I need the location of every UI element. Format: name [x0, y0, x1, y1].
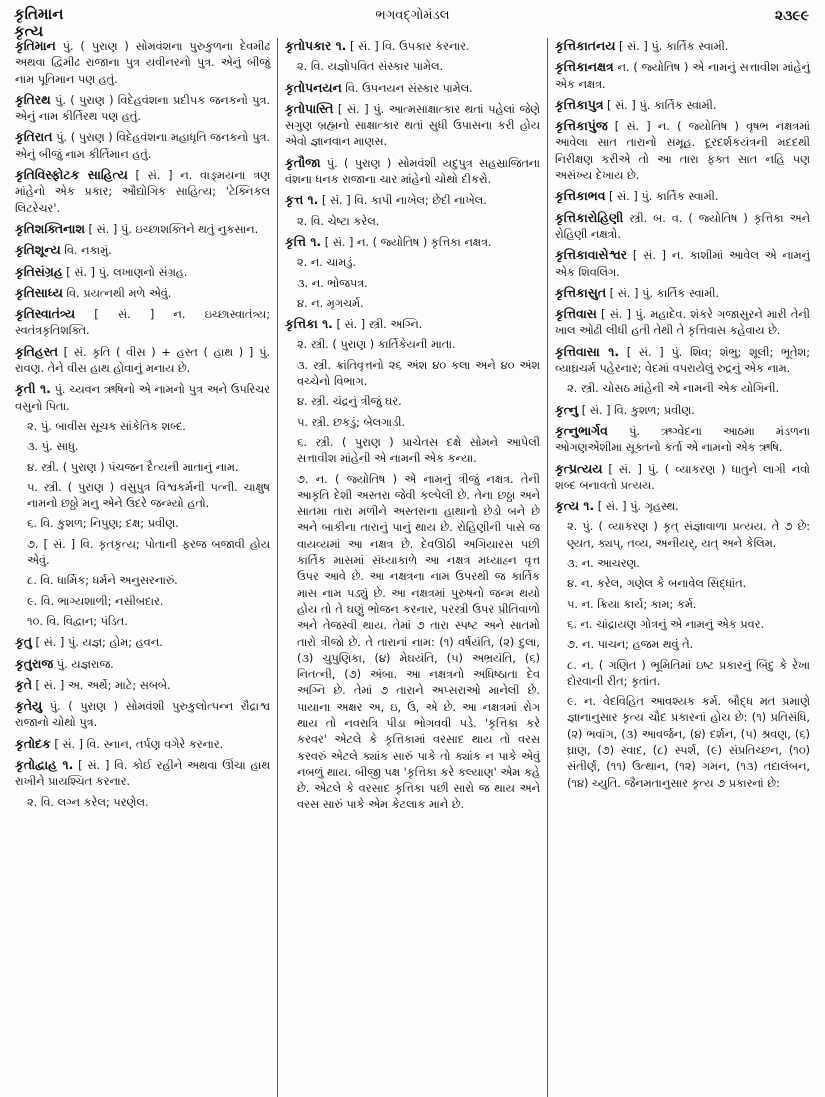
dictionary-entry [15, 656, 270, 673]
dictionary-entry [555, 247, 810, 281]
entry-definition: પું. ( પુરાણ ) સોમવંશી યદુપુત્ર સહસ્રાજિતના વંશના ધનક રાજાના ચાર માંહેનો ચોથો દીકરો. [285, 156, 540, 187]
entry-definition: [ સં. ] ન. કાશીમાં આવેલ એ નામનું એક શિવલિંગ. [555, 249, 810, 279]
entry-definition: સ્ત્રી. બ. વ. ( જ્યોતિષ ) કૃત્તિકા અને રોહિણી નક્ષત્રો. [555, 211, 810, 241]
entry-definition: ૪. ન. મૃગચર્મ. [297, 296, 364, 310]
entry-definition: ૮. વિ. ધાર્મિક; ધર્મને અનુસરનારું. [27, 574, 178, 588]
entry-sense [555, 617, 810, 633]
entry-headword: કૃતી ૧. [15, 381, 51, 397]
entry-sense [285, 394, 540, 410]
dictionary-entry [15, 634, 270, 651]
dictionary-entry [285, 316, 540, 333]
entry-headword: કૃત્તિકાસુત [555, 284, 607, 300]
guide-word-top: કૃતિમાન [14, 5, 64, 23]
entry-headword: કૃતિમાન [15, 38, 56, 53]
entry-sense [285, 435, 540, 468]
columns-container [8, 38, 817, 1097]
entry-definition: પું. ( પુરાણ ) સોમવંશી પુરુકુલોત્પન્ન રૌદ્રાશ્વ રાજાનો ચોથો પુત્ર. [15, 700, 270, 730]
entry-definition: ન. ( જ્યોતિષ ) એ નામનું સત્તાવીશ માંહેનું એક નક્ષત્ર. [555, 61, 810, 91]
entry-definition: ૨. સ્ત્રી. ( પુરાણ ) કાર્તિકેયની માતા. [297, 338, 456, 352]
entry-headword: કૃત્તિકાવાસેશ્વર [555, 247, 628, 263]
dictionary-entry [15, 736, 270, 753]
entry-definition: ૯. ન. વેદવિહિત આવશ્યક કર્મ. બૌદ્ધ મત પ્રમાણે જ્ઞાનાનુસાર કૃત્ય ચૌદ પ્રકારનાં હોય છે: (૧) પ્રતિસંધિ, (૨) ભવાંગ, (૩) આવર્જન, (૪) દર્શન, (૫) શ્રવણ, (૬) ઘ્રાણ, (૭) સ્વાદ, (૮) સ્પર્શ, (૯) સંપ્રતિચ્છન, (૧૦) સંતીર્ણ, (૧૧) ઉત્થાન, (૧૨) ગમન, (૧૩) તદાલંબન, (૧૪) ચ્યુતિ. જૈનમતાનુસાર કૃત્ય ૭ પ્રકારનાં છે: [567, 695, 810, 790]
dictionary-entry [285, 101, 540, 151]
entry-definition: ૧૦. વિ. વિદ્વાન; પંડિત. [27, 614, 128, 628]
entry-sense [15, 614, 270, 630]
dictionary-entry [15, 38, 270, 88]
entry-definition: પું. ચ્યવન ઋષિનો એ નામનો પુત્ર અને ઉપરિચર વસુનો પિતા. [15, 383, 270, 413]
entry-headword: કૃતેયુ [15, 698, 43, 714]
entry-sense [285, 276, 540, 292]
dictionary-entry [555, 118, 810, 184]
entry-sense [15, 516, 270, 532]
entry-headword: કૃત્નુભાર્ગવ [555, 422, 608, 438]
entry-sense [555, 556, 810, 572]
entry-headword: કૃતોપાસ્તિ [285, 100, 334, 116]
entry-definition: [ સં. ] પું. કાર્તિક સ્વામી. [615, 40, 729, 53]
page-header [10, 4, 815, 38]
column-2 [277, 38, 547, 1097]
dictionary-entry [555, 498, 810, 515]
book-title: ભગવદ્ગોમંડલ [375, 8, 450, 23]
entry-sense [285, 255, 540, 271]
dictionary-entry [15, 92, 270, 126]
entry-sense [285, 358, 540, 391]
entry-headword: કૃત્તિકારોહિણી [555, 209, 624, 225]
entry-sense [15, 795, 270, 811]
entry-definition: ૨. પું. ( વ્યાકરણ ) કૃત્ સંજ્ઞાવાળા પ્રત્યય. તે ૭ છે: ણ્યત, ક્યપ્, તવ્ય, અનીયર્, યત્ અને કેલિમ. [567, 520, 810, 550]
entry-definition: [ સં. કૃતિ ( વીસ ) + હસ્ત ( હાથ ) ] પું. રાવણ. તેને વીસ હાથ હોવાનું મનાય છે. [15, 345, 270, 376]
dictionary-entry [555, 38, 810, 55]
dictionary-entry [15, 242, 270, 259]
entry-definition: ૨. પું. બાવીસ સૂચક સાંકેતિક શબ્દ. [27, 419, 186, 433]
dictionary-entry [285, 234, 540, 251]
entry-definition: [ સં. ] ન. ( જ્યોતિષ ) કૃત્તિકા નક્ષત્ર. [321, 235, 492, 249]
dictionary-entry [555, 344, 810, 378]
dictionary-entry [555, 97, 810, 114]
entry-definition: [ સં. ] અ. અર્થે; માટે; સબબે. [31, 678, 171, 692]
entry-definition: [ સં. ] ન. ઇચ્છાસ્વાતંત્ર્ય; સ્વતંત્રકૃતિશક્તિ. [15, 308, 270, 338]
entry-sense [15, 573, 270, 589]
entry-headword: કૃતિસંગ્રહ [15, 263, 63, 279]
entry-definition: પું. ( પુરાણ ) વિદેહવંશના મહાધૃતિ જનકનો પુત્ર. એનું બીજું નામ કીર્તિમાન હતું. [15, 131, 270, 161]
entry-headword: કૃતોપનયન [285, 79, 342, 95]
entry-sense [555, 381, 810, 397]
entry-definition: [ સં. ] વિ. કાપી નાખેલ; છેદી નાખેલ. [318, 194, 487, 208]
entry-definition: ૨. ન. ચામડું. [297, 256, 356, 270]
entry-definition: [ સં. ] પું. ગૃહસ્થ. [594, 500, 679, 514]
entry-headword: કૃત્ય ૧. [555, 498, 595, 514]
dictionary-entry [15, 264, 270, 281]
entry-headword: કૃત્તિ ૧. [285, 233, 322, 249]
entry-headword: કૃત્તિવાસ [555, 306, 597, 322]
entry-definition: પું. ઋગ્વેદના આઠમા મંડળના ઓગણએંશીમા સૂક્તનો કર્તા એ નામનો એક ઋષિ. [555, 424, 810, 455]
entry-headword: કૃતુરાજ [15, 655, 54, 671]
entry-headword: કૃત્તિકાતનય [555, 38, 616, 53]
entry-definition: [ સં. ] પું. યજ્ઞ; હોમ; હવન. [31, 636, 163, 650]
dictionary-entry [15, 167, 270, 217]
column-3 [547, 38, 817, 1097]
entry-definition: ૫. ન. ક્રિયા કાર્ય; કામ; કર્મ. [567, 597, 697, 611]
entry-definition: ૫. સ્ત્રી. ( પુરાણ ) વસુપુત્ર વિશ્વકર્મની પત્ની. ચાક્ષુષ નામનો છઠ્ઠો મનુ એને ઉદરે જન્મ્યો હતો. [27, 480, 270, 511]
entry-definition: [ સં. ] વિ. કુશળ; પ્રવીણ. [578, 403, 695, 417]
entry-definition: ૨. વિ. યજ્ઞોપવિત સંસ્કાર પામેલ. [297, 60, 444, 74]
entry-headword: કૃતિહસ્ત [15, 343, 58, 359]
entry-sense [285, 59, 540, 75]
dictionary-entry [555, 210, 810, 244]
entry-headword: કૃત્તિવાસા ૧. [555, 343, 620, 359]
entry-definition: ૭. [ સં. ] વિ. કૃતકૃત્ય; પોતાની ફરજ બજાવી હોય એવું. [27, 537, 270, 568]
entry-definition: પું. ( પુરાણ ) સોમવંશના પુરુકુળના દેવમીઢ અથવા દ્વિમીઢ રાજાના પુત્ર યવીનરનો પુત્ર. એનું બીજું નામ પૂતિમાન પણ હતું. [15, 40, 270, 86]
entry-sense [15, 439, 270, 455]
column-1 [8, 38, 277, 1097]
entry-headword: કૃતિશક્તિનાશ [15, 220, 85, 236]
entry-definition: [ સં. ] પું. કાર્તિક સ્વામી. [603, 98, 717, 112]
entry-definition: ૮. ન. ( ગણિત ) ભૂમિતિમાં ઇષ્ટ પ્રકારનું બિંદુ કે રેખા દોરવાની રીત; કૃતાંત. [567, 658, 810, 688]
entry-definition: ૨. વિ. ચેષ્ટા કરેલ. [297, 214, 380, 228]
entry-headword: કૃતિશૂન્ય [15, 242, 61, 258]
entry-definition: [ સં. ] પું. કાર્તિક સ્વામી. [605, 190, 719, 204]
entry-headword: કૃતોદક [15, 735, 51, 751]
entry-sense [285, 415, 540, 431]
entry-definition: ૪. ન. કરેલ, ગણેલ કે બનાવેલ સિદ્ધાંત. [567, 577, 747, 591]
entry-sense [555, 637, 810, 653]
entry-headword: કૃત્તિકાભવ [555, 188, 606, 204]
entry-headword: કૃત્પ્રત્યય [555, 460, 603, 476]
entry-sense [285, 472, 540, 814]
entry-definition: [ સં. ] વિ. સ્નાન, તર્પણ વગેરે કરનાર. [50, 737, 224, 751]
entry-definition: ૪. સ્ત્રી. ચંદ્રનું ત્રીજું ઘર. [297, 395, 402, 409]
dictionary-entry [15, 285, 270, 302]
entry-definition: ૨. સ્ત્રી. ચોસઠ માંહેની એ નામની એક યોગિની. [567, 382, 780, 396]
entry-headword: કૃત્તિકાનક્ષત્ર [555, 59, 614, 75]
entry-sense [555, 694, 810, 792]
dictionary-entry [555, 285, 810, 302]
dictionary-entry [555, 461, 810, 495]
entry-definition: ૯. વિ. ભાગ્યશાળી; નસીબદાર. [27, 594, 164, 608]
entry-definition: પું. યજ્ઞરાજ. [53, 657, 114, 671]
entry-definition: ૬. વિ. કુશળ; નિપુણ; દક્ષ; પ્રવીણ. [27, 517, 179, 531]
entry-definition: [ સં. ] ન. વાઙ્મયના ત્રણ માંહેનો એક પ્રકાર; ઔદ્યોગિક સાહિત્ય; 'ટેક્નિકલ લિટરેચર'. [15, 169, 270, 215]
entry-headword: કૃતિસ્વાતંત્ર્ય [15, 306, 76, 322]
entry-sense [15, 480, 270, 513]
entry-definition: [ સં. ] પું. લખાણનો સંગ્રહ. [62, 265, 188, 279]
dictionary-entry [15, 677, 270, 694]
dictionary-entry [285, 80, 540, 97]
entry-headword: કૃતે [15, 676, 32, 692]
entry-sense [15, 419, 270, 435]
entry-headword: કૃત્ત ૧. [285, 192, 319, 208]
dictionary-entry [15, 698, 270, 732]
entry-headword: કૃતિરથ [15, 91, 51, 107]
entry-headword: કૃત્નુ [555, 401, 579, 417]
entry-definition: [ સં. ] પું. કાર્તિક સ્વામી. [606, 286, 720, 300]
entry-definition: [ સં. ] વિ. કોઈ રહીને અથવા ઊંચા હાથ રાખીને પ્રાયશ્ચિત કરનાર. [15, 758, 270, 789]
dictionary-entry [285, 192, 540, 209]
entry-headword: કૃત્તિકાપુંજ [555, 118, 608, 134]
entry-definition: ૩. પું. સાધુ. [27, 440, 79, 454]
entry-sense [555, 658, 810, 691]
entry-definition: ૫. સ્ત્રી. છકડું; બેલગાડી. [297, 415, 406, 429]
dictionary-entry [555, 423, 810, 457]
dictionary-entry [15, 344, 270, 378]
entry-definition: ૩. સ્ત્રી. ક્રાંતિવૃત્તનો ૨૬ અંશ ૪૦ કલા અને ૪૦ અંશ વચ્ચેનો વિભાગ. [297, 358, 540, 389]
dictionary-entry [15, 381, 270, 415]
entry-headword: કૃતિસાધ્ય [15, 284, 63, 300]
dictionary-entry [555, 59, 810, 93]
entry-headword: કૃત્તિકાપુત્ર [555, 96, 604, 112]
entry-sense [15, 460, 270, 476]
entry-headword: કૃતિવિસ્ફોટક સાહિત્ય [15, 167, 128, 183]
dictionary-entry [285, 38, 540, 55]
entry-sense [555, 597, 810, 613]
entry-definition: વિ. નકામું. [60, 244, 112, 258]
entry-definition: વિ. પ્રયત્નથી મળે એવું. [62, 286, 172, 300]
entry-definition: [ સં. ] ન. ( જ્યોતિષ ) વૃષભ નક્ષત્રમાં આવેલા સાત તારાનો સમૂહ. દૂરદર્શકયંત્રની મદદથી નિરીક્ષણ કરીએ તો આ તારા ફક્ત સાત નહિ પણ અસંખ્ય દેખાય છે. [555, 120, 810, 183]
guide-word-bottom: કૃત્ય [14, 22, 44, 40]
entry-sense [285, 337, 540, 353]
dictionary-entry [555, 306, 810, 340]
entry-definition: [ સં. ] પું. શિવ; શંભુ; શૂલી; ભૂતેશ; વ્યાઘ્રચર્મ પહેરનાર; વેદમાં વપરાયેલું રુદ્રનું એક નામ. [555, 345, 810, 376]
entry-definition: [ સં. ] પું. ( વ્યાકરણ ) ધાતુને લાગી નવો શબ્દ બનાવતો પ્રત્યય. [555, 462, 810, 492]
entry-definition: [ સં. ] પું. ઇચ્છાશક્તિને થતું નુકસાન. [84, 222, 259, 236]
entry-sense [15, 594, 270, 610]
entry-headword: કૃતિરાત [15, 129, 53, 145]
entry-sense [555, 519, 810, 552]
entry-definition: ૩. ન. ભોજપત્ર. [297, 276, 368, 290]
entry-sense [15, 537, 270, 570]
dictionary-entry [15, 306, 270, 340]
entry-headword: કૃતોદ્વાહ ૧. [15, 756, 74, 772]
entry-definition: ૬. ન. ચાંદ્રાયણ ગોત્રનું એ નામનું એક પ્રવર. [567, 617, 765, 631]
dictionary-entry [15, 129, 270, 163]
entry-definition: ૭. ન. પાચન; હજમ થવું તે. [567, 638, 694, 652]
entry-definition: ૩. ન. આચરણ. [567, 557, 640, 571]
entry-sense [285, 214, 540, 230]
entry-sense [285, 296, 540, 312]
entry-headword: કૃતૌજા [285, 154, 321, 170]
entry-definition: વિ. ઉપનયન સંસ્કાર પામેલ. [341, 81, 473, 95]
dictionary-entry [555, 402, 810, 419]
entry-headword: કૃતોપકાર ૧. [285, 38, 347, 53]
entry-definition: [ સં. ] વિ. ઉપકાર કરનાર. [346, 40, 470, 53]
entry-definition: [ સં. ] પું. આત્મસાક્ષાત્કાર થતાં પહેલાં જેણે સગુણ બ્રહ્મનો સાક્ષાત્કાર થતાં સુધી ઉપાસના કરી હોય એવો જ્ઞાનવાન માણસ. [285, 102, 540, 149]
entry-definition: [ સં. ] સ્ત્રી. અગ્નિ. [332, 318, 423, 332]
dictionary-entry [15, 221, 270, 238]
entry-headword: કૃતુ [15, 634, 32, 650]
entry-definition: ૭. ન. ( જ્યોતિષ ) એ નામનું ત્રીજું નક્ષત્ર. તેની આકૃતિ દેશી અસ્તરા જેવી કલ્પેલી છે. તેના છઠ્ઠા અને સાતમા તારા મળીને અસ્તરાના હાથાનો છેડો બને છે અને બાકીના તારાનું પાનું થાય છે. રોહિણીની પાસે જ વાયવ્યમાં આ નક્ષત્ર છે. દેવઊઠી અગિયારસ પછી કાર્તિક માસમાં સંધ્યાકાળે આ નક્ષત્ર મધ્યાહ્ન વૃત્ત ઉપર આવે છે. આ નક્ષત્રના નામ ઉપરથી જ કાર્તિક માસ નામ પડ્યું છે. આ નક્ષત્રમાં પુરુષનો જન્મ થયો હોય તો તે ઘણું ભોજન કરનાર, પરસ્ત્રી ઉપર પ્રીતિવાળો અને તેજસ્વી થાય. તેમાં ૭ તારા સ્પષ્ટ અને સાતમો તારો ત્રીજો છે. તે તારાનાં નામ: (૧) વર્ષયંતિ, (૨) દુલા, (૩) ચુપુણિકા, (૪) મેઘયંતિ, (૫) અભ્રયંતિ, (૬) નિતત્ની, (૭) અંબા. આ નક્ષત્રનો અધિષ્ઠાતા દેવ અગ્નિ છે. તેમાં ૭ તારાને અપ્સરાઓ માનેલી છે. પાયાના અક્ષર અ, ઇ, ઉ, એ છે. આ નક્ષત્રમાં રોગ થાય તો નવરાત્રિ પીડા ભોગવવી પડે. 'કૃત્તિકા કરે કરવર' એટલે કે કૃત્તિકામાં વરસાદ થાય તો વરસ કરવરું એટલે ક્યાંક સારું પાકે તો ક્યાંક ન પાકે એવું નબળું થાય. બીજી પક્ષ 'કૃત્તિકા કરે કલ્યાણ' એમ કહે છે. એટલે કે વરસાદ કૃત્તિકા પછી સારો જ થાય અને વરસ સારું પાકે એમ કેટલાક માને છે. [297, 472, 540, 812]
dictionary-entry [285, 155, 540, 189]
entry-definition: [ સં. ] પું. મહાદેવ. શંકરે ગજાસુરને મારી તેની ખાલ ઓઢી લીધી હતી તેથી તે કૃત્તિવાસ કહેવાય છે. [555, 308, 810, 338]
entry-definition: ૪. સ્ત્રી. ( પુરાણ ) પંચજન દૈત્યની માતાનું નામ. [27, 460, 239, 474]
entry-sense [555, 576, 810, 592]
dictionary-entry [15, 757, 270, 791]
entry-headword: કૃત્તિકા ૧. [285, 316, 333, 332]
entry-definition: ૬. સ્ત્રી. ( પુરાણ ) પ્રાચેતસ દક્ષે સોમને આપેલી સત્તાવીશ માંહેની એ નામની એક કન્યા. [297, 435, 540, 466]
entry-definition: ૨. વિ. લગ્ન કરેલ; પરણેલ. [27, 795, 149, 809]
dictionary-entry [555, 188, 810, 205]
entry-definition: પું. ( પુરાણ ) વિદેહવંશના પ્રદીપક જનકનો પુત્ર. એનું નામ કીર્તિરથ પણ હતું. [15, 93, 270, 124]
page-number: ૨૩૯૯ [774, 8, 809, 24]
